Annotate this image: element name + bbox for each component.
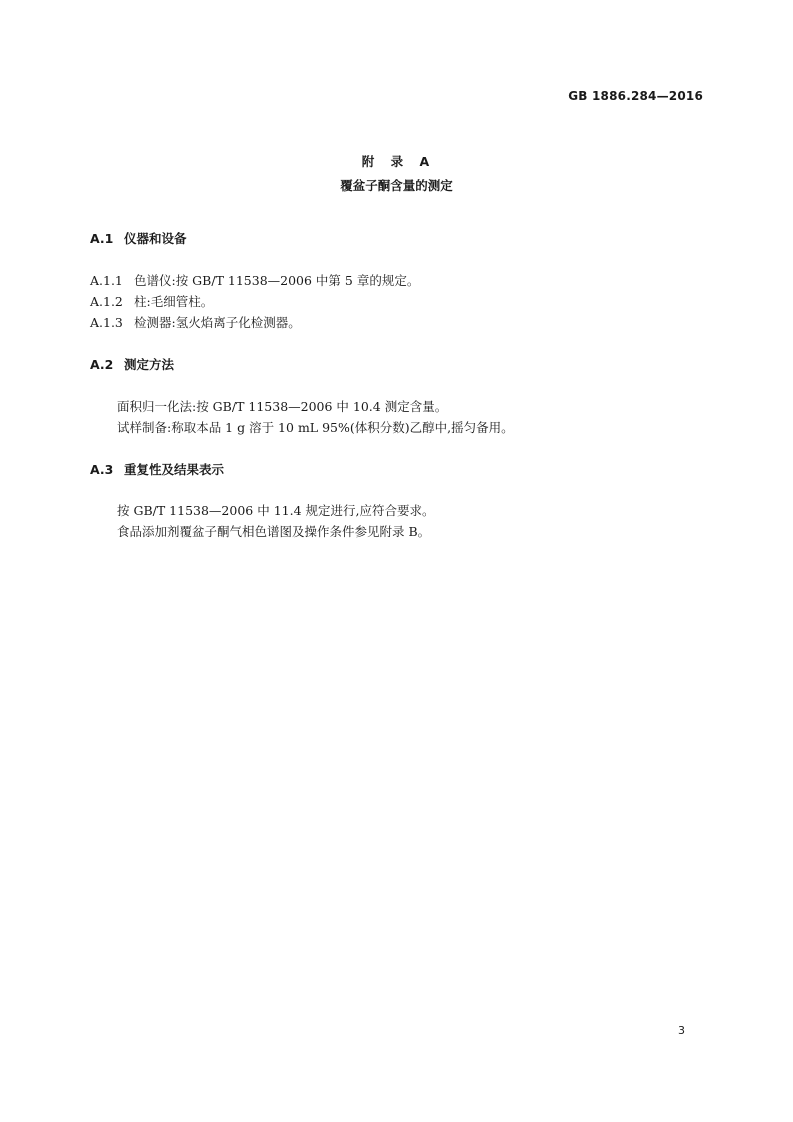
section-number: A.3 xyxy=(90,462,114,477)
paragraph: 按 GB/T 11538—2006 中 11.4 规定进行,应符合要求。 xyxy=(117,503,435,518)
section-number: A.2 xyxy=(90,357,114,372)
paragraph: 面积归一化法:按 GB/T 11538—2006 中 10.4 测定含量。 xyxy=(117,399,448,414)
list-item xyxy=(90,271,419,289)
section-heading-a1 xyxy=(90,229,187,247)
page-number: 3 xyxy=(678,1024,685,1037)
list-item xyxy=(90,292,213,310)
item-number: A.1.2 xyxy=(90,294,123,309)
section-number: A.1 xyxy=(90,231,114,246)
section-title: 仪器和设备 xyxy=(124,231,187,246)
section-title: 重复性及结果表示 xyxy=(124,462,225,477)
list-item xyxy=(90,313,301,331)
item-number: A.1.1 xyxy=(90,273,123,288)
item-text: 色谱仪:按 GB/T 11538—2006 中第 5 章的规定。 xyxy=(134,273,420,288)
item-number: A.1.3 xyxy=(90,315,123,330)
appendix-title: 覆盆子酮含量的测定 xyxy=(340,178,453,193)
paragraph: 试样制备:称取本品 1 g 溶于 10 mL 95%(体积分数)乙醇中,摇匀备用。 xyxy=(117,420,514,435)
section-heading-a2 xyxy=(90,355,174,373)
standard-code: GB 1886.284—2016 xyxy=(568,89,703,103)
item-text: 检测器:氢火焰离子化检测器。 xyxy=(134,315,301,330)
section-title: 测定方法 xyxy=(124,357,175,372)
section-heading-a3 xyxy=(90,460,224,478)
item-text: 柱:毛细管柱。 xyxy=(134,294,214,309)
paragraph: 食品添加剂覆盆子酮气相色谱图及操作条件参见附录 B。 xyxy=(117,524,431,539)
appendix-label: 附 录 A xyxy=(361,154,432,169)
